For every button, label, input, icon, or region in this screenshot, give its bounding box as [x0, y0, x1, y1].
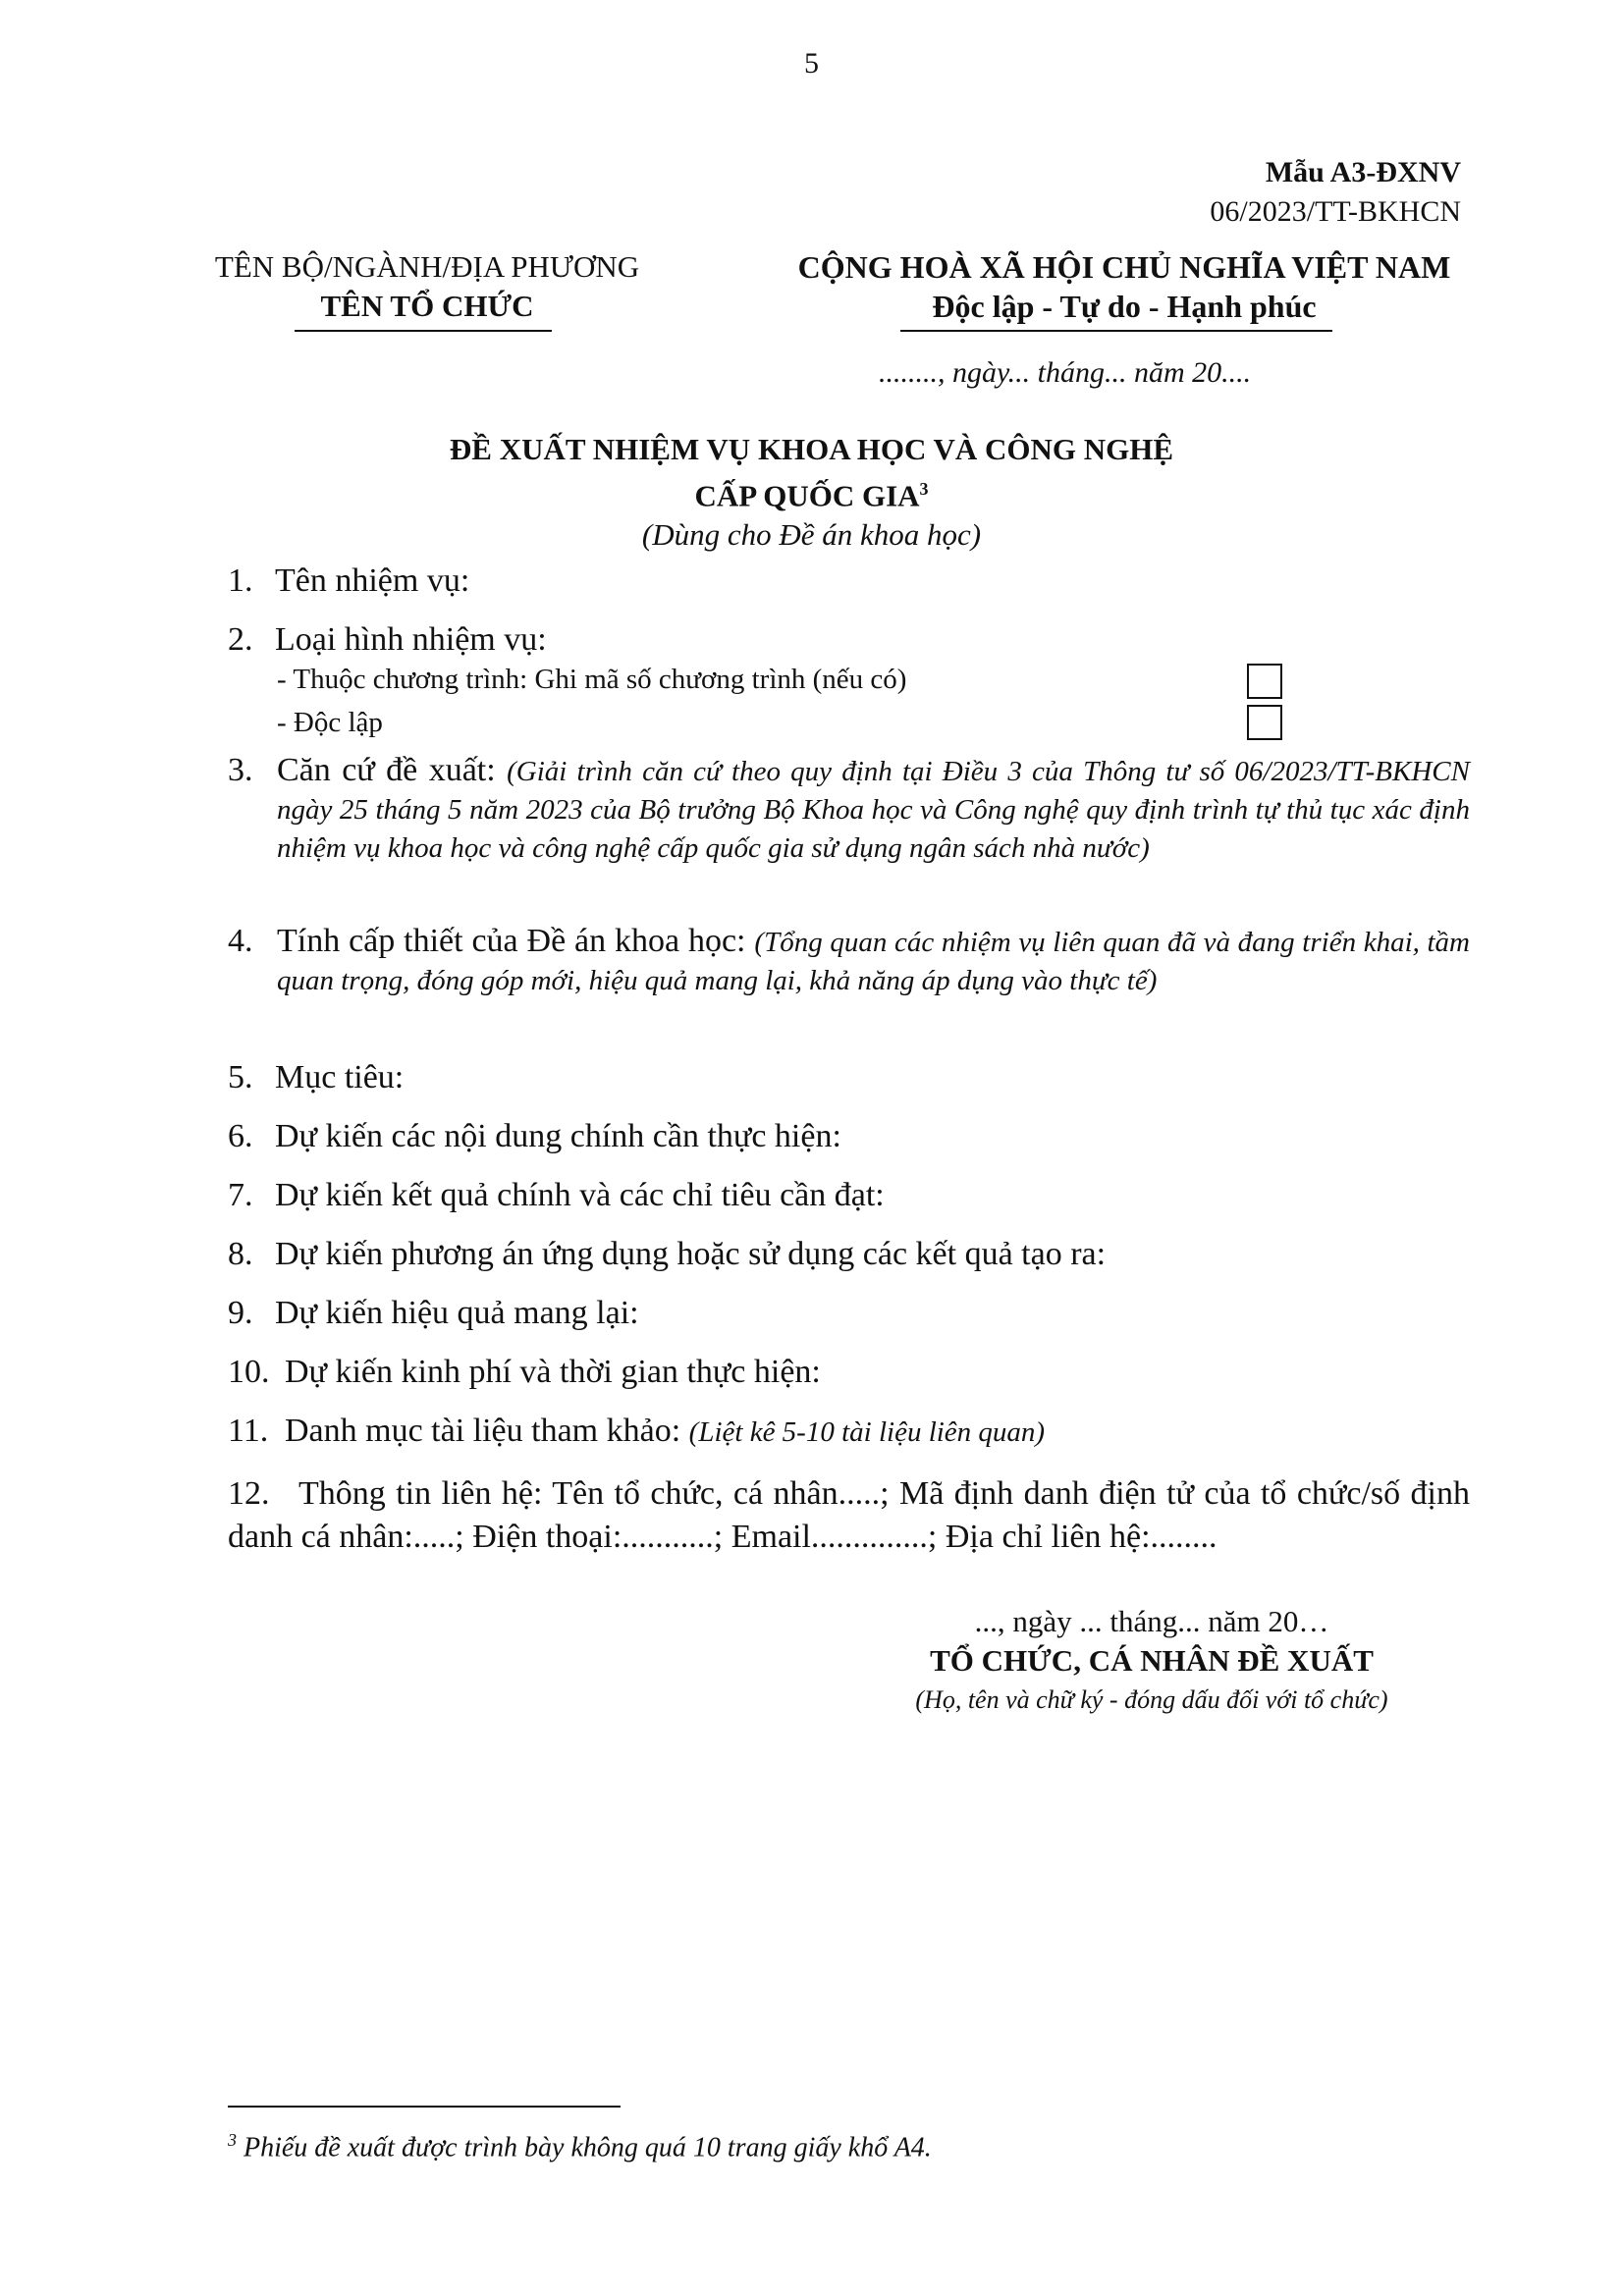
form-code [1210, 153, 1461, 232]
item-7: 7. Dự kiến kết quả chính và các chỉ tiêu cần đạt: [228, 1177, 885, 1213]
item-2: 2. Loại hình nhiệm vụ: [228, 621, 547, 658]
ministry-name: TÊN BỘ/NGÀNH/ĐỊA PHƯƠNG [214, 249, 640, 284]
item-4-label: Tính cấp thiết của Đề án khoa học: [277, 923, 746, 959]
date-line: ........, ngày... tháng... năm 20.... [879, 356, 1252, 389]
item-2-option-program: - Thuộc chương trình: Ghi mã số chương trình (nếu có) [277, 664, 907, 695]
item-2-label: Loại hình nhiệm vụ: [275, 621, 547, 658]
title-footnote-mark: 3 [919, 479, 929, 499]
item-6-label: Dự kiến các nội dung chính cần thực hiện: [275, 1118, 841, 1154]
footnote-mark: 3 [228, 2130, 237, 2150]
signature-block [857, 1602, 1446, 1720]
organization-name: TÊN TỔ CHỨC [320, 289, 534, 323]
form-code-name: Mẫu A3-ĐXNV [1265, 156, 1461, 188]
item-11-note: (Liệt kê 5-10 tài liệu liên quan) [688, 1416, 1046, 1448]
item-5-label: Mục tiêu: [275, 1059, 405, 1095]
signature-org: TỔ CHỨC, CÁ NHÂN ĐỀ XUẤT [930, 1643, 1374, 1678]
item-11-label: Danh mục tài liệu tham khảo: [285, 1413, 681, 1449]
item-2-option-independent: - Độc lập [277, 707, 383, 738]
signature-date: ..., ngày ... tháng... năm 20… [974, 1604, 1329, 1638]
item-8-label: Dự kiến phương án ứng dụng hoặc sử dụng các kết quả tạo ra: [275, 1236, 1107, 1272]
item-10-label: Dự kiến kinh phí và thời gian thực hiện: [285, 1354, 821, 1390]
document-title [0, 430, 1623, 555]
item-12: 12. Thông tin liên hệ: Tên tổ chức, cá nhân.....; Mã định danh điện tử của tổ chức/số định danh cá nhân:.....; Điện thoại:...........; Email..............; Địa chỉ liên hệ:........ [228, 1475, 1470, 1555]
item-1-label: Tên nhiệm vụ: [275, 562, 470, 599]
item-4: 4. Tính cấp thiết của Đề án khoa học: (Tổng quan các nhiệm vụ liên quan đã và đang triển khai, tầm quan trọng, đóng góp mới, hiệu quả mang lại, khả năng áp dụng vào thực tế) [228, 923, 1471, 996]
national-motto: Độc lập - Tự do - Hạnh phúc [932, 289, 1317, 324]
independent-checkbox[interactable] [1247, 705, 1282, 740]
footnote-divider [228, 2106, 621, 2108]
signature-hint: (Họ, tên và chữ ký - đóng dấu đối với tổ chức) [915, 1685, 1388, 1714]
title-subtitle: (Dùng cho Đề án khoa học) [641, 517, 982, 553]
footnote [228, 2130, 932, 2163]
item-11: 11. Danh mục tài liệu tham khảo: (Liệt kê 5-10 tài liệu liên quan) [228, 1413, 1046, 1449]
motto-underline [900, 330, 1332, 332]
item-6: 6. Dự kiến các nội dung chính cần thực hiện: [228, 1118, 841, 1154]
country-name: CỘNG HOÀ XÃ HỘI CHỦ NGHĨA VIỆT NAM [797, 249, 1451, 285]
item-3-label: Căn cứ đề xuất: [277, 752, 496, 788]
title-line-1: ĐỀ XUẤT NHIỆM VỤ KHOA HỌC VÀ CÔNG NGHỆ [449, 432, 1174, 466]
program-checkbox[interactable] [1247, 664, 1282, 699]
item-9-label: Dự kiến hiệu quả mang lại: [275, 1295, 639, 1331]
organization-underline [295, 330, 552, 332]
page-number: 5 [804, 47, 819, 80]
left-header [187, 247, 668, 326]
footnote-text: Phiếu đề xuất được trình bày không quá 10 trang giấy khổ A4. [243, 2132, 932, 2163]
item-3-note: (Giải trình căn cứ theo quy định tại Điều 3 của Thông tư số 06/2023/TT-BKHCN ngày 25 tháng 5 năm 2023 của Bộ trưởng Bộ Khoa học và Công nghệ quy định trình tự thủ tục xác định nhiệm vụ khoa học và công nghệ cấp quốc gia sử dụng ngân sách nhà nước) [277, 756, 1470, 864]
item-9: 9. Dự kiến hiệu quả mang lại: [228, 1295, 639, 1331]
item-8: 8. Dự kiến phương án ứng dụng hoặc sử dụng các kết quả tạo ra: [228, 1236, 1107, 1272]
item-1: 1. Tên nhiệm vụ: [228, 562, 470, 599]
national-header [756, 247, 1492, 326]
item-10: 10. Dự kiến kinh phí và thời gian thực hiện: [228, 1354, 821, 1390]
item-3: 3. Căn cứ đề xuất: (Giải trình căn cứ theo quy định tại Điều 3 của Thông tư số 06/2023/TT-BKHCN ngày 25 tháng 5 năm 2023 của Bộ trưởng Bộ Khoa học và Công nghệ quy định trình tự thủ tục xác định nhiệm vụ khoa học và công nghệ cấp quốc gia sử dụng ngân sách nhà nước) [228, 752, 1470, 864]
item-5: 5. Mục tiêu: [228, 1059, 405, 1095]
item-4-note: (Tổng quan các nhiệm vụ liên quan đã và đang triển khai, tầm quan trọng, đóng góp mới, hiệu quả mang lại, khả năng áp dụng vào thực tế) [277, 927, 1471, 996]
item-12-label: Thông tin liên hệ: Tên tổ chức, cá nhân.....; Mã định danh điện tử của tổ chức/số định danh cá nhân:.....; Điện thoại:...........; Email..............; Địa chỉ liên hệ:........ [228, 1475, 1470, 1555]
title-line-2: CẤP QUỐC GIA$^3$ [694, 478, 929, 513]
item-7-label: Dự kiến kết quả chính và các chỉ tiêu cần đạt: [275, 1177, 885, 1213]
form-code-circular: 06/2023/TT-BKHCN [1210, 195, 1461, 228]
